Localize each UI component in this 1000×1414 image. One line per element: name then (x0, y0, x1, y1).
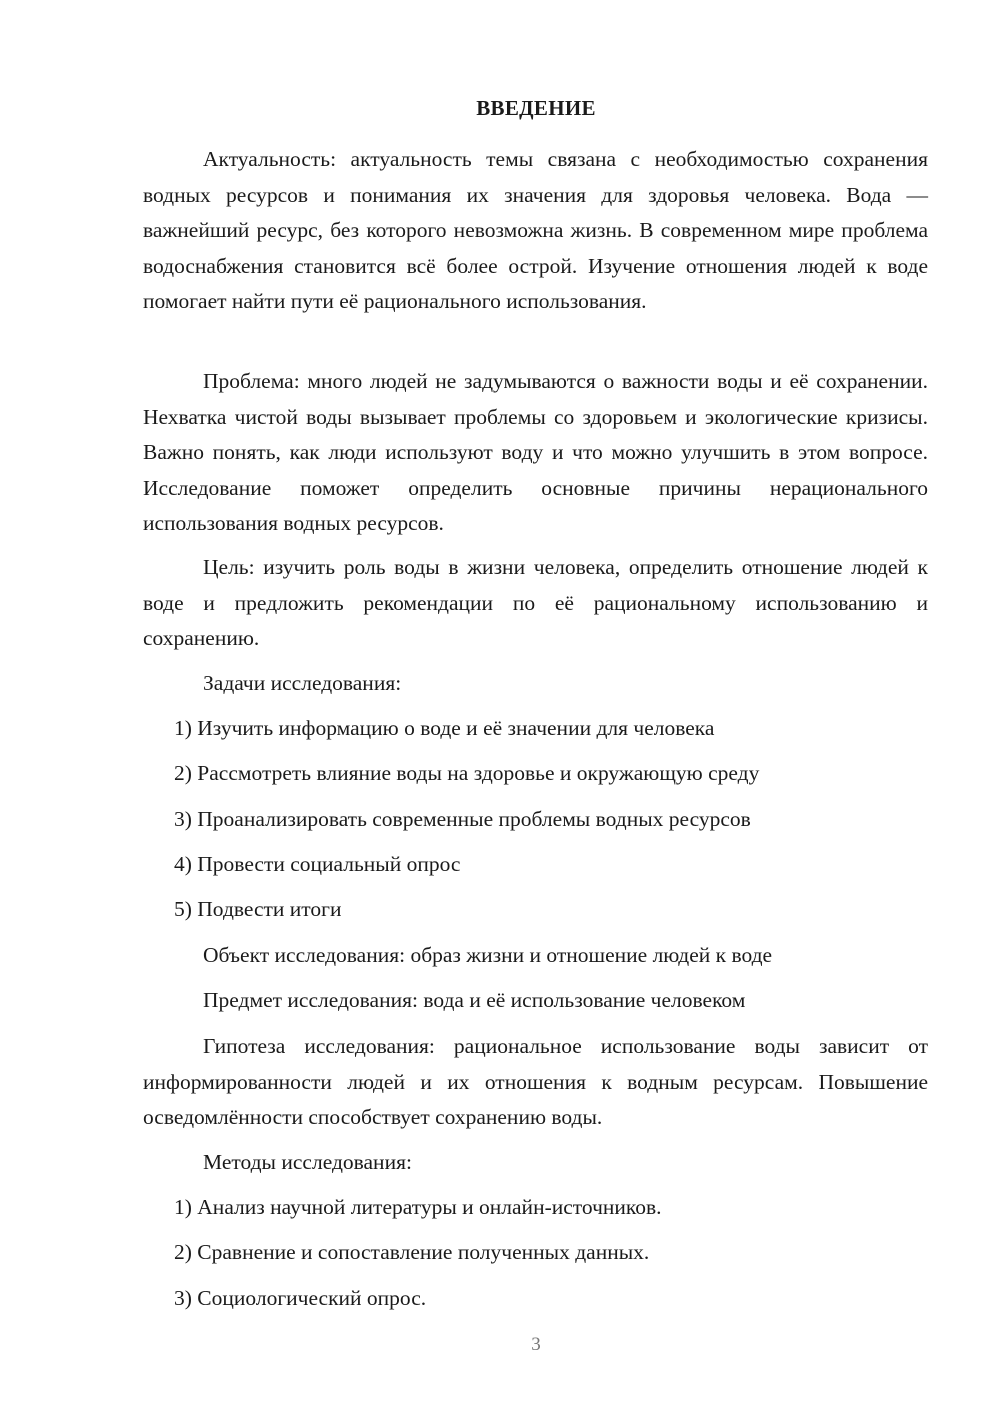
method-item: 2) Сравнение и сопоставление полученных данных. (174, 1240, 650, 1264)
task-item: 4) Провести социальный опрос (174, 852, 461, 876)
hypothesis-paragraph: Гипотеза исследования: рациональное использование воды зависит от информированности людей и их отношения к водным ресурсам. Повышение осведомлённости способствует сохранению воды. (143, 1034, 928, 1130)
method-item: 3) Социологический опрос. (174, 1286, 427, 1310)
page-title: ВВЕДЕНИЕ (476, 96, 596, 120)
task-item: 3) Проанализировать современные проблемы водных ресурсов (174, 807, 751, 831)
task-item: 2) Рассмотреть влияние воды на здоровье и окружающую среду (174, 761, 760, 785)
problem-paragraph: Проблема: много людей не задумываются о важности воды и её сохранении. Нехватка чистой воды вызывает проблемы со здоровьем и экологические кризисы. Важно понять, как люди используют воду и что можно улучшить в этом вопросе. Исследование поможет определить основные причины нерационального использования водных ресурсов. (143, 369, 928, 536)
page-number: 3 (531, 1334, 541, 1355)
goal-paragraph: Цель: изучить роль воды в жизни человека, определить отношение людей к воде и предложить рекомендации по её рациональному использованию и сохранению. (143, 555, 928, 651)
method-item: 1) Анализ научной литературы и онлайн-источников. (174, 1195, 662, 1219)
subject-line: Предмет исследования: вода и её использование человеком (203, 988, 746, 1012)
object-line: Объект исследования: образ жизни и отношение людей к воде (203, 943, 773, 967)
methods-heading: Методы исследования: (203, 1150, 412, 1174)
task-item: 1) Изучить информацию о воде и её значении для человека (174, 716, 715, 740)
tasks-heading: Задачи исследования: (203, 671, 402, 695)
relevance-paragraph: Актуальность: актуальность темы связана с необходимостью сохранения водных ресурсов и понимания их значения для здоровья человека. Вода — важнейший ресурс, без которого невозможна жизнь. В современном мире проблема водоснабжения становится всё более острой. Изучение отношения людей к воде помогает найти пути её рационального использования. (143, 147, 928, 314)
task-item: 5) Подвести итоги (174, 897, 342, 921)
